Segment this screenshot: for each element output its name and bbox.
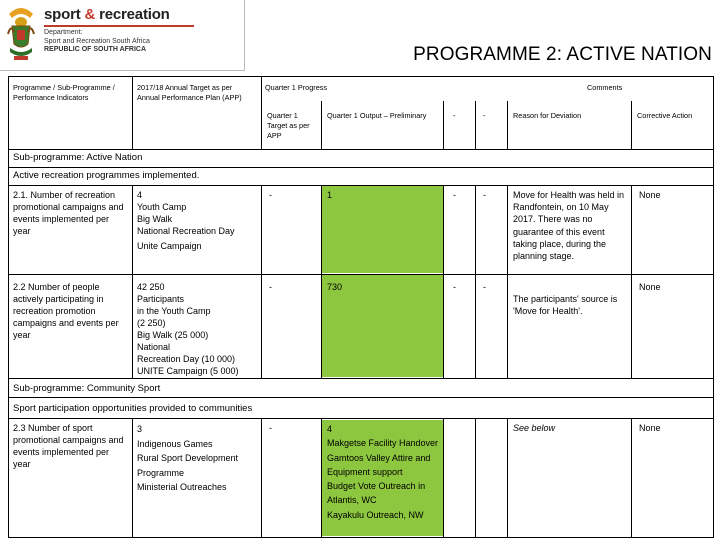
- row1-indicator: 2.1. Number of recreation promotional campaigns and events implemented per year: [13, 190, 124, 236]
- logo-wordmark: sport & recreation: [44, 6, 170, 23]
- header-q1-target: Quarter 1 Target as per APP: [267, 111, 310, 140]
- col-rule-body-a5: [475, 185, 476, 378]
- col-rule-body-b7: [631, 418, 632, 537]
- col-rule-2: [261, 77, 262, 149]
- row1-reason: Move for Health was held in Randfontein, on 10 May 2017. There was no guarantee of this event taking place, during the planning stage.: [513, 190, 625, 262]
- programme-table: [8, 76, 714, 538]
- rule-header-bottom: [9, 149, 713, 150]
- row1-annual-target-extra: Unite Campaign: [137, 241, 202, 251]
- row2-annual-target: 42 250 Participants in the Youth Camp (2 250) Big Walk (25 000) National Recreation Day (10 000) UNITE Campaign (5 000): [137, 282, 239, 376]
- col-rule-body-b5: [475, 418, 476, 537]
- col-rule-body-a7: [631, 185, 632, 378]
- row1-dash-1: -: [453, 190, 456, 200]
- row3-corrective: None: [639, 423, 661, 433]
- col-rule-body-b4: [443, 418, 444, 537]
- col-rule-body-b1: [132, 418, 133, 537]
- col-rule-3: [321, 101, 322, 149]
- col-rule-7: [631, 101, 632, 149]
- row3-annual-target: 3 Indigenous Games Rural Sport Development Programme Ministerial Outreaches: [137, 424, 239, 492]
- col-rule-body-a1: [132, 185, 133, 378]
- col-rule-1: [132, 77, 133, 149]
- page-header: [0, 0, 720, 74]
- col-rule-body-a2: [261, 185, 262, 378]
- row1-annual-target: 4 Youth Camp Big Walk National Recreation Day: [137, 190, 235, 236]
- col-rule-6: [507, 101, 508, 149]
- rule-obj2: [9, 418, 713, 419]
- header-comments: Comments: [587, 83, 623, 92]
- rule-row2: [9, 378, 713, 379]
- col-rule-body-b6: [507, 418, 508, 537]
- rule-sub2: [9, 397, 713, 398]
- row1-corrective: None: [639, 190, 661, 200]
- row1-q1-output: 1: [327, 190, 333, 200]
- row2-corrective: None: [639, 282, 661, 292]
- col-rule-body-b3: [321, 418, 322, 537]
- logo-country: REPUBLIC OF SOUTH AFRICA: [44, 46, 147, 53]
- row1-dash-2: -: [483, 190, 486, 200]
- logo-department-name: Sport and Recreation South Africa: [44, 37, 150, 45]
- header-dash-2: -: [483, 111, 486, 120]
- header-dash-1: -: [453, 111, 456, 120]
- col-rule-5: [475, 101, 476, 149]
- coat-of-arms-icon: [6, 4, 36, 64]
- header-corrective: Corrective Action: [637, 111, 693, 120]
- row3-indicator: 2.3 Number of sport promotional campaigns and events implemented per year: [13, 423, 124, 469]
- subprogramme-community-sport: Sub-programme: Community Sport: [13, 383, 161, 394]
- col-rule-body-b2: [261, 418, 262, 537]
- row3-reason: See below: [513, 423, 556, 433]
- row2-indicator: 2.2 Number of people actively participating in recreation promotion campaigns and events per year: [13, 282, 119, 340]
- col-rule-4: [443, 101, 444, 149]
- row2-q1-output: 730: [327, 282, 343, 292]
- row3-q1-target: -: [269, 423, 272, 433]
- objective-community-sport: Sport participation opportunities provided to communities: [13, 403, 253, 414]
- row2-dash-2: -: [483, 282, 486, 292]
- logo-department-label: Department:: [44, 29, 83, 36]
- col-rule-body-a3: [321, 185, 322, 378]
- department-logo: [0, 0, 245, 71]
- q1-output-highlight-row1: [321, 186, 443, 273]
- logo-divider: [44, 25, 194, 27]
- header-q1-progress: Quarter 1 Progress: [265, 83, 328, 92]
- row2-reason: The participants' source is 'Move for Health'.: [513, 294, 618, 316]
- row3-q1-output: 4 Makgetse Facility Handover Gamtoos Valley Attire and Equipment support Budget Vote Outreach in Atlantis, WC Kayakulu Outreach, NW: [327, 424, 439, 520]
- header-annual-target: 2017/18 Annual Target as per Annual Performance Plan (APP): [137, 83, 242, 102]
- rule-row1: [9, 274, 713, 275]
- header-programme: Programme / Sub-Programme / Performance Indicators: [13, 83, 115, 102]
- col-rule-body-a4: [443, 185, 444, 378]
- row2-q1-target: -: [269, 282, 272, 292]
- header-q1-output: Quarter 1 Output – Preliminary: [327, 111, 427, 120]
- subprogramme-active-nation: Sub-programme: Active Nation: [13, 152, 143, 163]
- col-rule-body-a6: [507, 185, 508, 378]
- rule-obj1: [9, 185, 713, 186]
- row2-dash-1: -: [453, 282, 456, 292]
- header-reason: Reason for Deviation: [513, 111, 582, 120]
- objective-active-nation: Active recreation programmes implemented.: [13, 170, 200, 181]
- page-title: PROGRAMME 2: ACTIVE NATION: [413, 44, 712, 65]
- row1-q1-target: -: [269, 190, 272, 200]
- rule-sub1: [9, 167, 713, 168]
